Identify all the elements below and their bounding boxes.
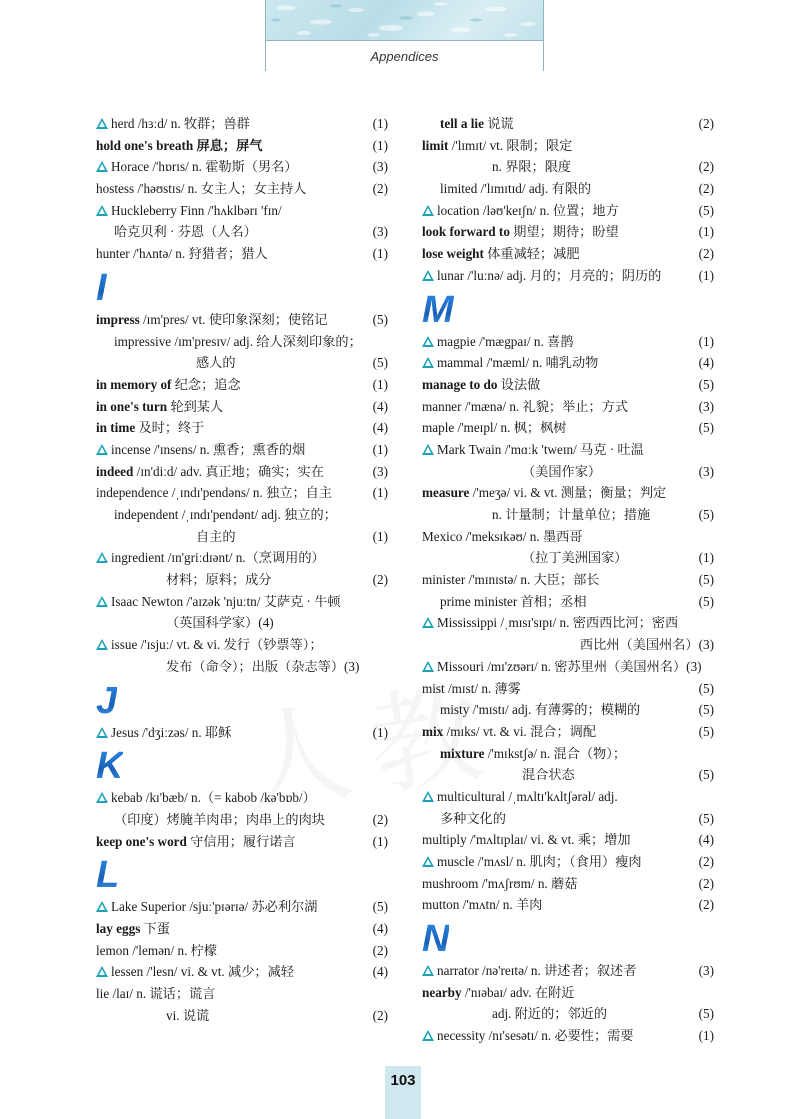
glossary-entry (96, 352, 388, 374)
unit-number: (2) (698, 875, 714, 891)
glossary-entry (422, 982, 714, 1004)
headword: manage to do (422, 376, 498, 392)
unit-number: (2) (372, 811, 388, 827)
glossary-entry (422, 178, 714, 200)
glossary-entry (96, 940, 388, 962)
letter-heading (422, 916, 714, 960)
glossary-entry (96, 656, 388, 678)
glossary-entry (96, 896, 388, 918)
glossary-entry (422, 374, 714, 396)
entry-text: mixture /'mɪkstʃə/ n. 混合（物）； (440, 745, 627, 761)
entry-text: Mississippi /ˌmɪsɪ'sɪpɪ/ n. 密西西比河；密西 (437, 615, 679, 631)
glossary-entry (96, 831, 388, 853)
glossary-entry (96, 918, 388, 940)
unit-number: (1) (698, 224, 714, 240)
entry-text: Lake Superior /sjuː'pɪərɪə/ 苏必利尔湖 (111, 899, 318, 915)
entry-text: hostess /'həʊstɪs/ n. 女主人；女主持人 (96, 181, 307, 197)
unit-number: (5) (698, 507, 714, 522)
headword: in one's turn (96, 398, 168, 414)
page-number-box (385, 1066, 421, 1119)
entry-text: lessen /'lesn/ vi. & vt. 减少；减轻 (111, 964, 294, 980)
entry-text: Huckleberry Finn /'hʌklbərɪ 'fɪn/ (111, 202, 282, 218)
glossary-entry (96, 612, 388, 634)
glossary-entry (96, 156, 388, 178)
glossary-entry (96, 331, 388, 353)
unit-number: (1) (372, 376, 388, 392)
new-word-triangle-icon (96, 727, 108, 738)
new-word-triangle-icon (422, 444, 434, 455)
entry-text: 发布（命令）；出版（杂志等）(3) (166, 658, 360, 674)
entry-text: manage to do 设法做 (422, 376, 541, 392)
unit-number: (5) (372, 355, 388, 371)
glossary-entry (96, 461, 388, 483)
glossary-entry (96, 178, 388, 200)
entry-text: （拉丁美洲国家） (522, 550, 628, 566)
entry-text: indeed /ɪn'diːd/ adv. 真正地；确实；实在 (96, 463, 324, 479)
glossary-entry (96, 221, 388, 243)
glossary-entry (422, 960, 714, 982)
new-word-triangle-icon (422, 965, 434, 976)
unit-number: (4) (372, 420, 388, 436)
glossary-entry (96, 722, 388, 744)
unit-number: (5) (372, 311, 388, 327)
entry-text: issue /'ɪsjuː/ vt. & vi. 发行（钞票等）； (111, 637, 323, 653)
unit-number: (2) (698, 246, 714, 262)
unit-number: (4) (372, 964, 388, 980)
entry-text: lose weight 体重减轻；减肥 (422, 246, 580, 262)
page-number: 103 (390, 1072, 416, 1089)
glossary-entry (422, 1003, 714, 1025)
glossary-entry (422, 504, 714, 526)
new-word-triangle-icon (422, 270, 434, 281)
unit-number: (3) (372, 159, 388, 175)
entry-text: multiply /'mʌltɪplaɪ/ vi. & vt. 乘；增加 (422, 832, 631, 848)
unit-number: (4) (372, 398, 388, 414)
letter-heading-glyph: L (96, 854, 120, 897)
entry-text: independence /ˌɪndɪ'pendəns/ n. 独立；自主 (96, 485, 333, 501)
entry-text: incense /'ɪnsens/ n. 熏香；熏香的烟 (111, 441, 306, 457)
glossary-entry (422, 417, 714, 439)
unit-number: (1) (698, 267, 714, 283)
new-word-triangle-icon (422, 357, 434, 368)
glossary-entry (96, 547, 388, 569)
new-word-triangle-icon (422, 617, 434, 628)
unit-number: (3) (698, 398, 714, 414)
section-title: Appendices (370, 48, 439, 64)
unit-number: (2) (698, 181, 714, 197)
glossary-entry (422, 547, 714, 569)
new-word-triangle-icon (422, 205, 434, 216)
letter-heading-glyph: I (96, 266, 107, 309)
entry-text: （英国科学家）(4) (166, 615, 274, 631)
headword: limit (422, 137, 449, 153)
entry-text: lemon /'lemən/ n. 柠檬 (96, 942, 218, 958)
letter-heading (96, 852, 388, 896)
unit-number: (4) (372, 920, 388, 936)
unit-number: (1) (698, 333, 714, 349)
entry-text: adj. 附近的；邻近的 (492, 1006, 608, 1022)
unit-number: (2) (698, 897, 714, 913)
new-word-triangle-icon (422, 1030, 434, 1041)
entry-text: n. 计量制；计量单位；措施 (492, 507, 651, 522)
glossary-entry (422, 352, 714, 374)
glossary-entry (96, 591, 388, 613)
entry-text: mutton /'mʌtn/ n. 羊肉 (422, 897, 543, 913)
unit-number: (2) (372, 1007, 388, 1023)
new-word-triangle-icon (96, 552, 108, 563)
new-word-triangle-icon (96, 118, 108, 129)
glossary-entry (422, 526, 714, 548)
glossary-entry (422, 873, 714, 895)
glossary-entry (422, 331, 714, 353)
unit-number: (5) (698, 810, 714, 826)
entry-text: mammal /'mæml/ n. 哺乳动物 (437, 355, 599, 371)
entry-text: Mark Twain /'mɑːk 'tweɪn/ 马克 · 吐温 (437, 441, 644, 457)
entry-text: limit /'lɪmɪt/ vt. 限制；限定 (422, 137, 573, 153)
headword: tell a lie (440, 116, 484, 131)
headword: lose weight (422, 246, 484, 262)
headword: look forward to (422, 224, 510, 240)
entry-text: independent /ˌɪndɪ'pendənt/ adj. 独立的； (114, 507, 337, 522)
new-word-triangle-icon (96, 901, 108, 912)
glossary-entry (96, 374, 388, 396)
glossary-entry (422, 808, 714, 830)
entry-text: muscle /'mʌsl/ n. 肌肉；（食用）瘦肉 (437, 854, 642, 869)
unit-number: (5) (698, 420, 714, 436)
new-word-triangle-icon (96, 639, 108, 650)
glossary-entry (96, 526, 388, 548)
glossary-entry (96, 200, 388, 222)
letter-heading (96, 678, 388, 722)
glossary-entry (96, 417, 388, 439)
entry-text: 西比州（美国州名）(3) (579, 637, 714, 653)
wave-pattern-icon (266, 0, 543, 40)
glossary-entry (422, 678, 714, 700)
glossary-entry (422, 156, 714, 178)
entry-text: necessity /nɪ'sesətɪ/ n. 必要性；需要 (437, 1028, 634, 1044)
left-column (96, 113, 388, 1026)
unit-number: (4) (698, 832, 714, 848)
headword: measure (422, 485, 470, 501)
unit-number: (1) (698, 1028, 714, 1044)
entry-text: misty /'mɪstɪ/ adj. 有薄雾的；模糊的 (440, 702, 641, 718)
glossary-entry (422, 591, 714, 613)
entry-text: impressive /ɪm'presɪv/ adj. 给人深刻印象的； (114, 333, 362, 349)
entry-text: 材料；原料；成分 (166, 572, 272, 588)
glossary-entry (422, 461, 714, 483)
entry-text: manner /'mænə/ n. 礼貌；举止；方式 (422, 398, 629, 414)
letter-heading-glyph: N (422, 918, 450, 961)
glossary-entry (422, 656, 714, 678)
right-column (422, 113, 714, 1047)
glossary-entry (422, 743, 714, 765)
unit-number: (2) (698, 854, 714, 869)
entry-text: limited /'lɪmɪtɪd/ adj. 有限的 (440, 181, 592, 197)
unit-number: (1) (372, 441, 388, 457)
glossary-entry (96, 504, 388, 526)
glossary-entry (422, 439, 714, 461)
glossary-entry (422, 200, 714, 222)
entry-text: tell a lie 说谎 (440, 116, 514, 131)
entry-text: hold one's breath 屏息；屏气 (96, 137, 263, 153)
letter-heading-glyph: M (422, 288, 454, 331)
unit-number: (1) (372, 246, 388, 262)
headword: keep one's word (96, 833, 187, 849)
glossary-entry (96, 482, 388, 504)
unit-number: (2) (372, 181, 388, 197)
glossary-entry (422, 1025, 714, 1047)
glossary-entry (422, 396, 714, 418)
glossary-entry (96, 309, 388, 331)
entry-text: vi. 说谎 (166, 1007, 210, 1023)
unit-number: (5) (698, 1006, 714, 1022)
entry-text: mushroom /'mʌʃrʊm/ n. 蘑菇 (422, 875, 578, 891)
entry-text: multicultural /ˌmʌltɪ'kʌltʃərəl/ adj. (437, 788, 618, 804)
glossary-entry (96, 983, 388, 1005)
unit-number: (5) (698, 702, 714, 718)
new-word-triangle-icon (96, 161, 108, 172)
entry-text: Jesus /'dʒiːzəs/ n. 耶稣 (111, 724, 232, 740)
entry-text: Horace /'hɒrɪs/ n. 霍勒斯（男名） (111, 159, 298, 175)
unit-number: (1) (698, 550, 714, 566)
unit-number: (3) (698, 963, 714, 979)
unit-number: (3) (698, 463, 714, 479)
glossary-entry (422, 612, 714, 634)
entry-text: minister /'mɪnɪstə/ n. 大臣；部长 (422, 572, 600, 588)
glossary-entry (422, 764, 714, 786)
entry-text: Isaac Newton /'aɪzək 'njuːtn/ 艾萨克 · 牛顿 (111, 593, 341, 609)
unit-number: (1) (372, 116, 388, 131)
unit-number: (5) (698, 202, 714, 218)
new-word-triangle-icon (96, 596, 108, 607)
headword: mixture (440, 745, 485, 761)
headword: mix (422, 723, 444, 739)
letter-heading (96, 743, 388, 787)
new-word-triangle-icon (422, 336, 434, 347)
entry-text: （美国作家） (522, 463, 602, 479)
glossary-entry (96, 569, 388, 591)
glossary-entry (96, 787, 388, 809)
banner-title-bar (266, 40, 543, 71)
glossary-entry (422, 221, 714, 243)
glossary-entry (96, 1005, 388, 1027)
entry-text: location /ləʊ'keɪʃn/ n. 位置；地方 (437, 202, 619, 218)
entry-text: 感人的 (196, 355, 236, 371)
unit-number: (2) (698, 159, 714, 175)
glossary-entry (422, 135, 714, 157)
entry-text: prime minister 首相；丞相 (440, 593, 587, 609)
entry-text: lunar /'luːnə/ adj. 月的；月亮的；阴历的 (437, 267, 662, 283)
unit-number: (4) (698, 355, 714, 371)
entry-text: magpie /'mægpaɪ/ n. 喜鹊 (437, 333, 574, 349)
glossary-entry (96, 439, 388, 461)
new-word-triangle-icon (422, 791, 434, 802)
entry-text: kebab /kɪ'bæb/ n.（= kabob /kə'bɒb/） (111, 790, 316, 806)
glossary-entry (422, 721, 714, 743)
unit-number: (5) (698, 723, 714, 739)
unit-number: (1) (372, 833, 388, 849)
glossary-entry (422, 699, 714, 721)
letter-heading (422, 287, 714, 331)
glossary-entry (96, 135, 388, 157)
entry-text: lay eggs 下蛋 (96, 920, 170, 936)
entry-text: lie /laɪ/ n. 谎话；谎言 (96, 986, 216, 1001)
glossary-entry (422, 265, 714, 287)
entry-text: 混合状态 (522, 767, 575, 783)
entry-text: Mexico /'meksɪkəʊ/ n. 墨西哥 (422, 528, 583, 544)
unit-number: (3) (372, 224, 388, 240)
glossary-entry (96, 634, 388, 656)
new-word-triangle-icon (96, 444, 108, 455)
unit-number: (5) (698, 767, 714, 783)
glossary-entry (422, 482, 714, 504)
glossary-entry (422, 243, 714, 265)
unit-number: (3) (372, 463, 388, 479)
entry-text: measure /'meʒə/ vi. & vt. 测量；衡量；判定 (422, 485, 667, 501)
entry-text: 多种文化的 (440, 810, 506, 826)
headword: indeed (96, 463, 134, 479)
entry-text: 哈克贝利 · 芬恩（人名） (114, 224, 257, 240)
headword: lay eggs (96, 920, 141, 936)
entry-text: maple /'meɪpl/ n. 枫；枫树 (422, 420, 567, 436)
entry-text: hunter /'hʌntə/ n. 狩猎者；猎人 (96, 246, 268, 262)
entry-text: nearby /'nɪəbaɪ/ adv. 在附近 (422, 984, 575, 1000)
glossary-entry (96, 396, 388, 418)
headword: in memory of (96, 376, 172, 392)
unit-number: (5) (698, 572, 714, 588)
glossary-entry (96, 961, 388, 983)
entry-text: look forward to 期望；期待；盼望 (422, 224, 619, 240)
unit-number: (5) (372, 899, 388, 915)
unit-number: (5) (698, 593, 714, 609)
glossary-entry (96, 113, 388, 135)
entry-text: Missouri /mɪ'zʊərɪ/ n. 密苏里州（美国州名）(3) (437, 658, 702, 674)
headword: impress (96, 311, 140, 327)
glossary-entry (422, 786, 714, 808)
new-word-triangle-icon (96, 205, 108, 216)
glossary-entry (96, 243, 388, 265)
glossary-entry (96, 809, 388, 831)
glossary-entry (422, 894, 714, 916)
glossary-entry (422, 829, 714, 851)
new-word-triangle-icon (96, 792, 108, 803)
unit-number: (2) (372, 572, 388, 588)
entry-text: ingredient /ɪn'griːdɪənt/ n.（烹调用的） (111, 550, 325, 566)
entry-text: narrator /nə'reɪtə/ n. 讲述者；叙述者 (437, 963, 637, 979)
letter-heading-glyph: K (96, 745, 124, 788)
entry-text: keep one's word 守信用；履行诺言 (96, 833, 296, 849)
unit-number: (5) (698, 680, 714, 696)
letter-heading-glyph: J (96, 679, 118, 722)
entry-text: mix /mɪks/ vt. & vi. 混合；调配 (422, 723, 597, 739)
headword: in time (96, 420, 136, 436)
glossary-entry (422, 113, 714, 135)
header-banner (265, 0, 544, 71)
glossary-entry (422, 634, 714, 656)
glossary-entry (422, 851, 714, 873)
entry-text: n. 界限；限度 (492, 159, 572, 175)
new-word-triangle-icon (422, 856, 434, 867)
unit-number: (5) (698, 376, 714, 392)
unit-number: (1) (372, 485, 388, 501)
entry-text: impress /ɪm'pres/ vt. 使印象深刻；使铭记 (96, 311, 328, 327)
unit-number: (2) (372, 942, 388, 958)
unit-number: (2) (698, 116, 714, 131)
letter-heading (96, 265, 388, 309)
new-word-triangle-icon (422, 661, 434, 672)
entry-text: 自主的 (196, 528, 236, 544)
entry-text: in memory of 纪念；追念 (96, 376, 241, 392)
entry-text: in one's turn 轮到某人 (96, 398, 224, 414)
unit-number: (1) (372, 528, 388, 544)
entry-text: mist /mɪst/ n. 薄雾 (422, 680, 521, 696)
entry-text: in time 及时；终于 (96, 420, 205, 436)
entry-text: herd /hɜːd/ n. 牧群；兽群 (111, 116, 250, 131)
new-word-triangle-icon (96, 966, 108, 977)
headword: nearby (422, 984, 462, 1000)
unit-number: (1) (372, 724, 388, 740)
unit-number: (1) (372, 137, 388, 153)
entry-text: （印度）烤腌羊肉串；肉串上的肉块 (114, 811, 325, 827)
glossary-entry (422, 569, 714, 591)
banner-pattern (266, 0, 543, 40)
